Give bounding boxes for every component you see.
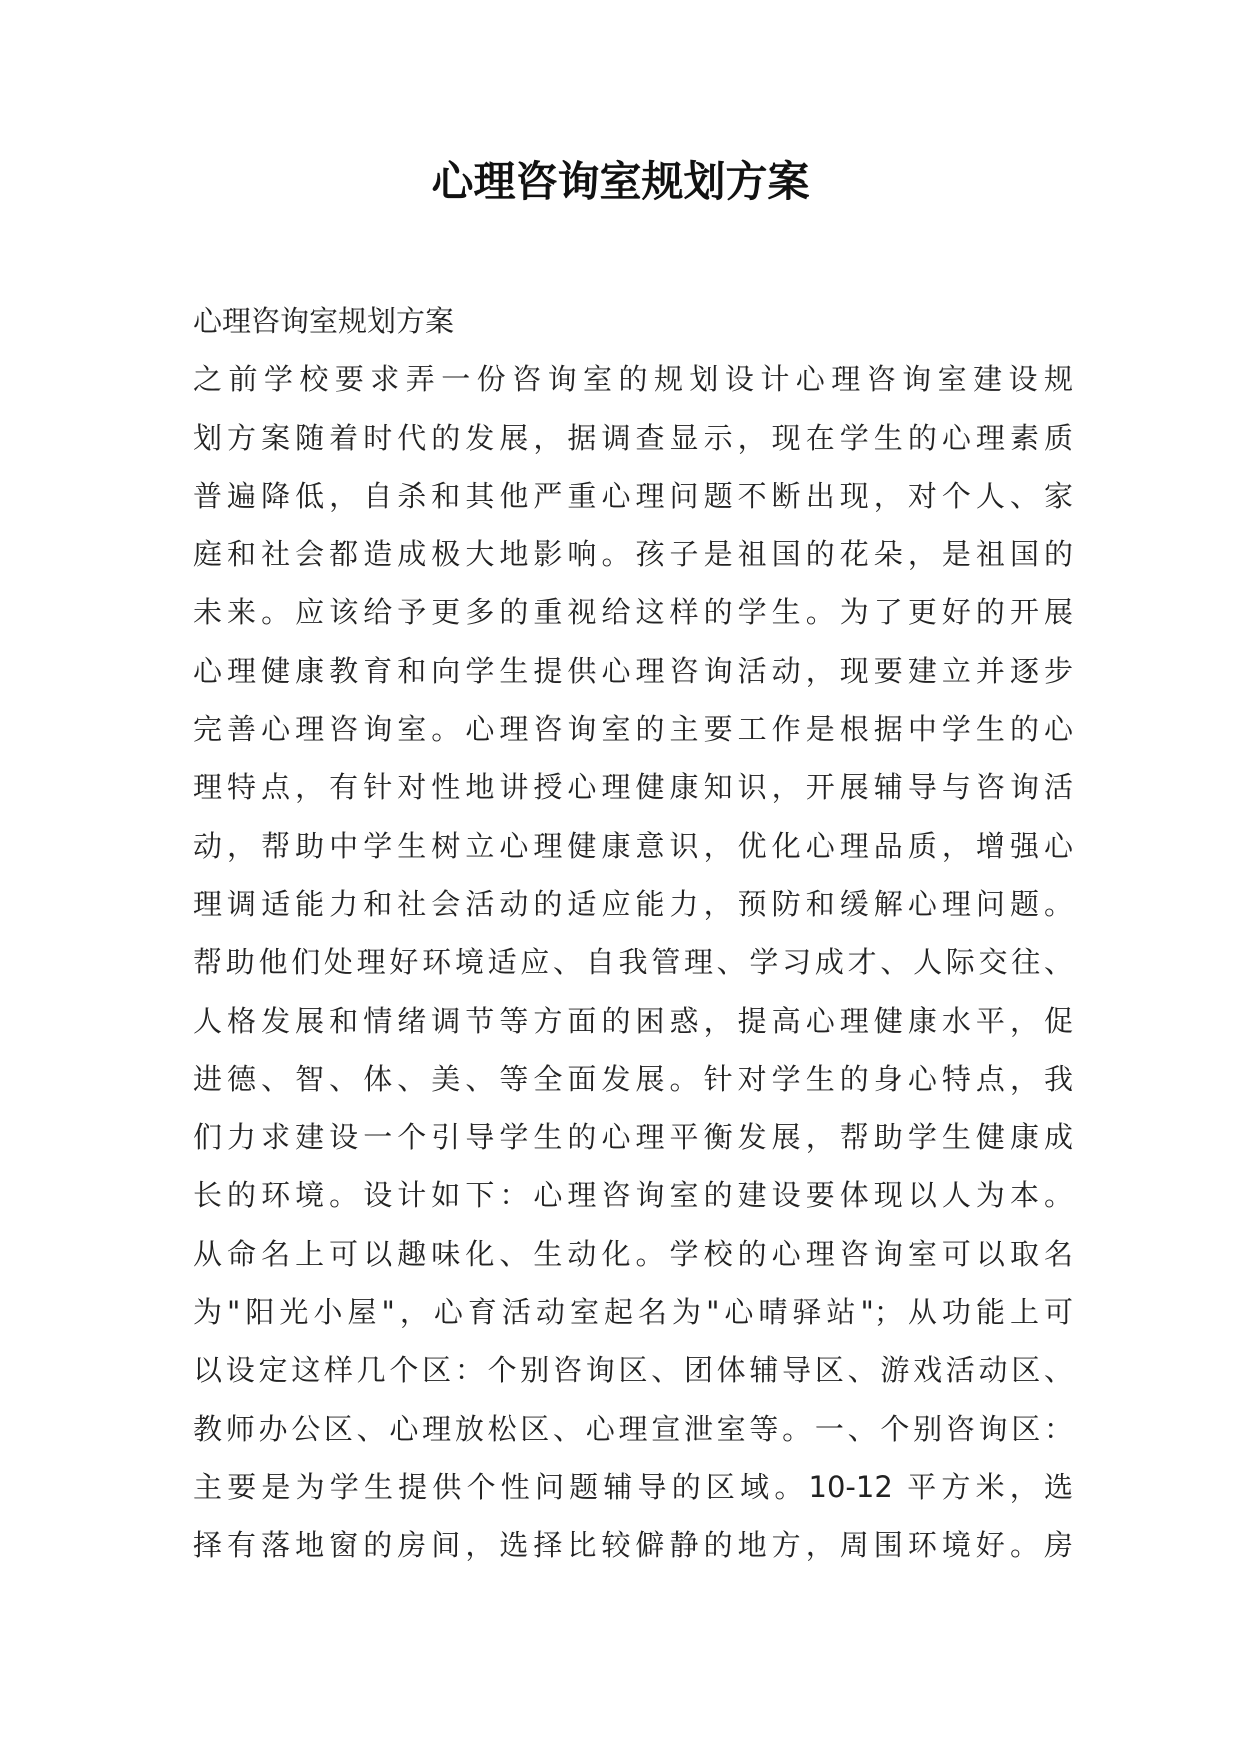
body-line: 理特点，有针对性地讲授心理健康知识，开展辅导与咨询活 — [193, 770, 1073, 805]
body-line: 进德、智、体、美、等全面发展。针对学生的身心特点，我 — [193, 1061, 1073, 1096]
body-line: 普遍降低，自杀和其他严重心理问题不断出现，对个人、家 — [193, 478, 1073, 513]
body-line: 划方案随着时代的发展，据调查显示，现在学生的心理素质 — [193, 420, 1073, 455]
document-body — [193, 292, 1073, 1575]
body-line: 帮助他们处理好环境适应、自我管理、学习成才、人际交往、 — [193, 945, 1073, 980]
body-line: 庭和社会都造成极大地影响。孩子是祖国的花朵，是祖国的 — [193, 537, 1073, 572]
body-line: 以设定这样几个区：个别咨询区、团体辅导区、游戏活动区、 — [193, 1353, 1073, 1388]
body-line: 们力求建设一个引导学生的心理平衡发展，帮助学生健康成 — [193, 1120, 1073, 1155]
body-line: 人格发展和情绪调节等方面的困惑，提高心理健康水平，促 — [193, 1003, 1073, 1038]
body-line: 理调适能力和社会活动的适应能力，预防和缓解心理问题。 — [193, 886, 1073, 921]
subtitle-line: 心理咨询室规划方案 — [193, 304, 455, 338]
body-line: 教师办公区、心理放松区、心理宣泄室等。一、个别咨询区： — [193, 1411, 1073, 1446]
body-line: 择有落地窗的房间，选择比较僻静的地方，周围环境好。房 — [193, 1528, 1073, 1563]
body-line: 长的环境。设计如下：心理咨询室的建设要体现以人为本。 — [193, 1178, 1073, 1213]
body-line: 从命名上可以趣味化、生动化。学校的心理咨询室可以取名 — [193, 1236, 1073, 1271]
body-line: 未来。应该给予更多的重视给这样的学生。为了更好的开展 — [193, 595, 1073, 630]
body-line: 动，帮助中学生树立心理健康意识，优化心理品质，增强心 — [193, 828, 1073, 863]
body-line: 之前学校要求弄一份咨询室的规划设计心理咨询室建设规 — [193, 362, 1073, 397]
body-line: 完善心理咨询室。心理咨询室的主要工作是根据中学生的心 — [193, 712, 1073, 747]
body-line: 主要是为学生提供个性问题辅导的区域。10-12 平方米，选 — [193, 1469, 1073, 1504]
body-line: 为"阳光小屋"，心育活动室起名为"心晴驿站"；从功能上可 — [193, 1295, 1073, 1330]
document-title: 心理咨询室规划方案 — [431, 157, 810, 206]
body-line: 心理健康教育和向学生提供心理咨询活动，现要建立并逐步 — [193, 653, 1073, 688]
